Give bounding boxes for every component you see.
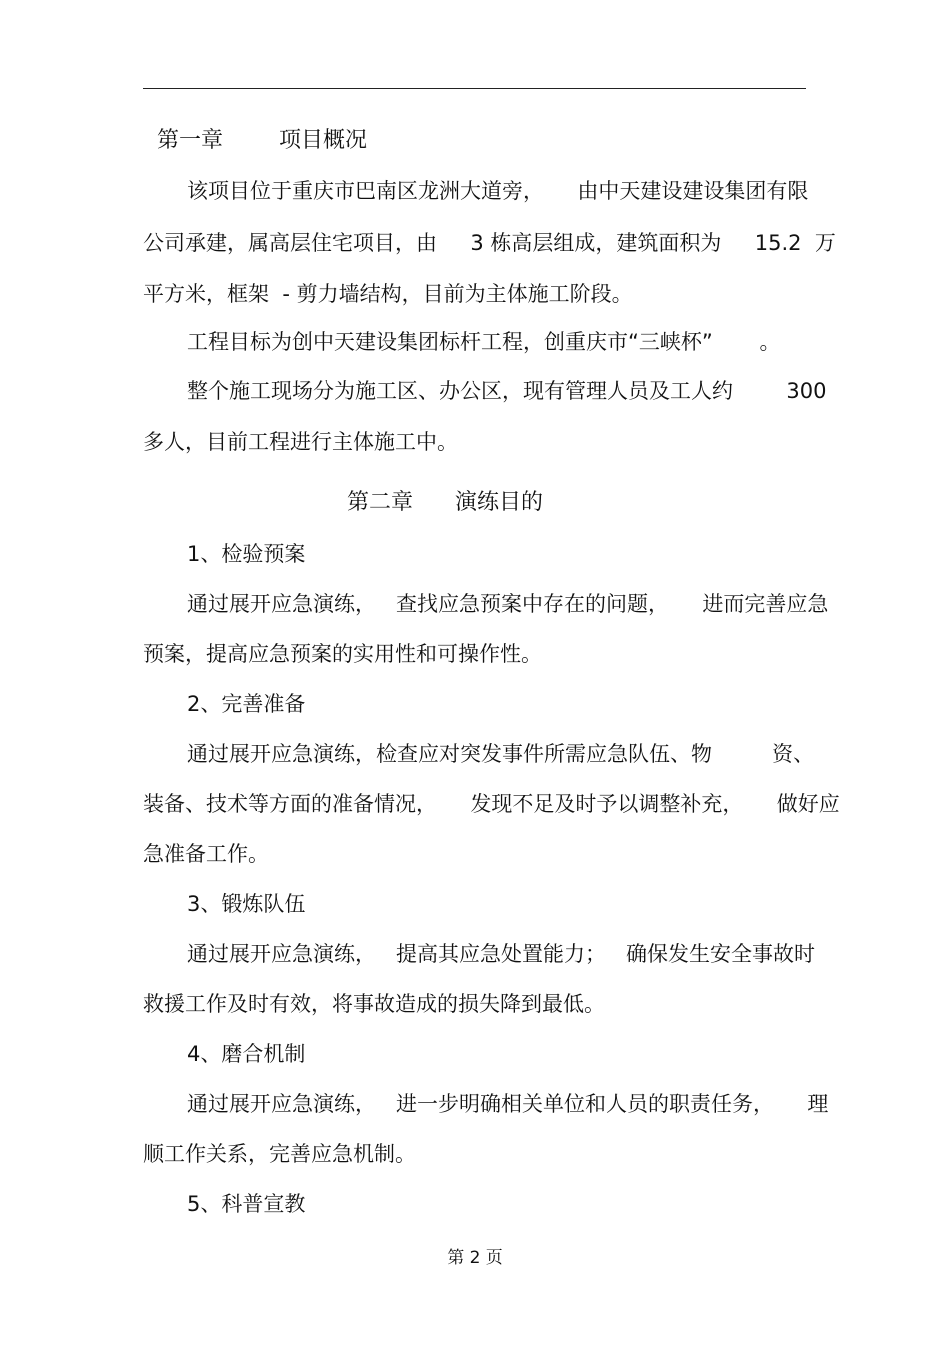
paragraph-line: 预案，提高应急预案的实用性和可操作性。 xyxy=(143,642,542,666)
section-heading: 5、科普宣教 xyxy=(187,1192,306,1216)
paragraph-line: 该项目位于重庆市巴南区龙洲大道旁， 由中天建设建设集团有限 xyxy=(187,179,809,203)
paragraph-line: 通过展开应急演练， 查找应急预案中存在的问题， 进而完善应急 xyxy=(187,592,829,616)
paragraph-line: 救援工作及时有效，将事故造成的损失降到最低。 xyxy=(143,992,605,1016)
page-number: 第 2 页 xyxy=(447,1248,503,1268)
paragraph-line: 整个施工现场分为施工区、办公区，现有管理人员及工人约 300 xyxy=(187,379,827,403)
chapter-1-title: 第一章 项目概况 xyxy=(157,128,367,153)
paragraph-line: 通过展开应急演练， 进一步明确相关单位和人员的职责任务， 理 xyxy=(187,1092,829,1116)
paragraph-line: 工程目标为创中天建设集团标杆工程，创重庆市“三峡杯” 。 xyxy=(187,330,781,354)
header-rule xyxy=(143,88,806,89)
section-heading: 2、完善准备 xyxy=(187,692,306,716)
paragraph-line: 平方米，框架 - 剪力墙结构，目前为主体施工阶段。 xyxy=(143,282,633,306)
paragraph-line: 多人，目前工程进行主体施工中。 xyxy=(143,430,458,454)
section-heading: 3、锻炼队伍 xyxy=(187,892,306,916)
paragraph-line: 通过展开应急演练，检查应对突发事件所需应急队伍、物 资、 xyxy=(187,742,815,766)
paragraph-line: 装备、技术等方面的准备情况， 发现不足及时予以调整补充， 做好应 xyxy=(143,792,840,816)
section-heading: 4、磨合机制 xyxy=(187,1042,306,1066)
paragraph-line: 通过展开应急演练， 提高其应急处置能力； 确保发生安全事故时 xyxy=(187,942,816,966)
paragraph-line: 公司承建，属高层住宅项目，由 3 栋高层组成，建筑面积为 15.2 万 xyxy=(143,231,836,255)
section-heading: 1、检验预案 xyxy=(187,542,306,566)
chapter-2-title: 第二章 演练目的 xyxy=(347,490,543,515)
paragraph-line: 急准备工作。 xyxy=(143,842,269,866)
paragraph-line: 顺工作关系，完善应急机制。 xyxy=(143,1142,416,1166)
